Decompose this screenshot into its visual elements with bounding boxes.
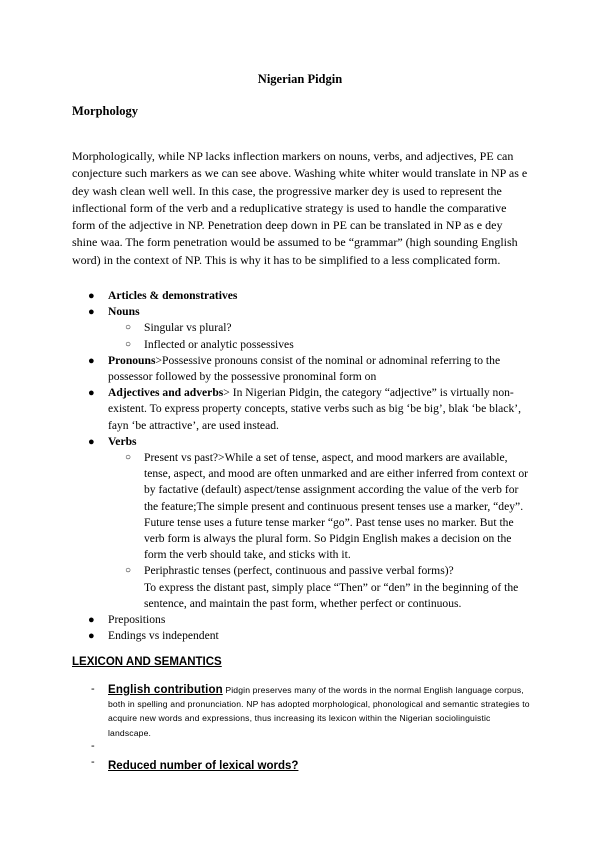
list-item-articles	[72, 288, 532, 304]
list-item-nouns	[72, 304, 532, 320]
lexicon-heading: LEXICON AND SEMANTICS	[72, 656, 222, 668]
lexicon-item-label: Reduced number of lexical words?	[108, 759, 299, 772]
circle-bullet-icon: ○	[125, 565, 132, 577]
list-item-label: Adjectives and adverbs	[108, 386, 224, 400]
list-item-label: Prepositions	[108, 613, 166, 627]
list-item-label: Nouns	[108, 305, 140, 319]
feature-list	[72, 288, 532, 644]
circle-bullet-icon: ○	[125, 452, 132, 464]
bullet-icon: ●	[88, 614, 95, 627]
sub-item-possessives	[72, 337, 532, 353]
sub-item-singular-plural	[72, 320, 532, 336]
list-item-adjectives	[72, 385, 532, 434]
list-item-text: > In Nigerian Pidgin, the category “adjective” is virtually non-existent. To express property concepts, stative verbs such as big ‘be big’, blak ‘be black’, fayn ‘be attractive’, are used instead.	[108, 386, 522, 432]
bullet-icon: ●	[88, 306, 95, 319]
sub-item-label: Periphrastic tenses (perfect, continuous and passive verbal forms)?	[144, 564, 454, 578]
bullet-icon: ●	[88, 435, 95, 448]
lexicon-item-reduced-lexical	[72, 756, 532, 774]
lexicon-item-label: English contribution	[108, 684, 223, 696]
list-item-label: Pronouns	[108, 353, 156, 367]
morphology-heading: Morphology	[72, 104, 138, 118]
lexicon-item-text: Pidgin preserves many of the words in the normal English language corpus, both in spelling and pronunciation. NP has adopted morphological, phonological and semantic strategies to acquire new words and expressions, thus increasing its lexicon within the Nigerian sociolinguistic landscape.	[108, 685, 530, 738]
sub-item-text: To express the distant past, simply place “Then” or “den” in the beginning of the sentence, and maintain the past form, whether perfect or continuous.	[144, 580, 519, 610]
list-item-endings	[72, 628, 532, 644]
bullet-icon: ●	[88, 354, 95, 367]
lexicon-list	[72, 683, 532, 774]
lexicon-item-english-contribution	[72, 683, 532, 740]
lexicon-item-empty	[72, 740, 532, 756]
bullet-icon: ●	[88, 630, 95, 643]
bullet-icon: ●	[88, 387, 95, 400]
dash-bullet-icon: -	[91, 739, 95, 752]
list-item-label: Endings vs independent	[108, 629, 219, 643]
bullet-icon: ●	[88, 290, 95, 302]
sub-item-label: Singular vs plural?	[144, 321, 232, 335]
dash-bullet-icon: -	[91, 755, 95, 768]
sub-item-label: Inflected or analytic possessives	[144, 337, 294, 351]
list-item-label: Articles & demonstratives	[108, 289, 238, 302]
sub-item-present-past	[72, 450, 532, 563]
list-item-prepositions	[72, 612, 532, 628]
list-item-text: >Possessive pronouns consist of the nominal or adnominal referring to the possessor followed by the possessive pronominal form on	[108, 353, 501, 384]
sub-item-label: Present vs past?>While a set of tense, aspect, and mood markers are available, tense, aspect, and mood are often unmarked and are either inferred from context or by factative (default) aspect/tense assignment according the value of the verb for the feature;The simple present and continuous present tenses use a marker, “dey”. Future tense uses a future tense marker “go”. Past tense uses no marker. But the verb form is always the plural form. So Pidgin English makes a decision on the form the verb should take, and sticks with it.	[144, 451, 529, 562]
list-item-verbs	[72, 434, 532, 450]
document-title: Nigerian Pidgin	[257, 72, 343, 86]
list-item-pronouns	[72, 353, 532, 385]
sub-item-periphrastic	[72, 563, 532, 612]
circle-bullet-icon: ○	[125, 322, 132, 334]
morphology-paragraph: Morphologically, while NP lacks inflection markers on nouns, verbs, and adjectives, PE can conjecture such markers as we can see above. Washing white whiter would translate in NP as e dey wash clean well well. In this case, the progressive marker dey is used to represent the inflectional form of the verb and a reduplicative strategy is used to handle the comparative form of the adjective in NP. Penetration deep down in PE can be translated in NP as e dey shine waa. The form penetration would be assumed to be “grammar” (high sounding English word) in the context of NP. This is why it has to be simplified to a less complicated form.	[72, 149, 528, 267]
circle-bullet-icon: ○	[125, 338, 132, 350]
dash-bullet-icon: -	[91, 683, 95, 695]
list-item-label: Verbs	[108, 434, 137, 448]
